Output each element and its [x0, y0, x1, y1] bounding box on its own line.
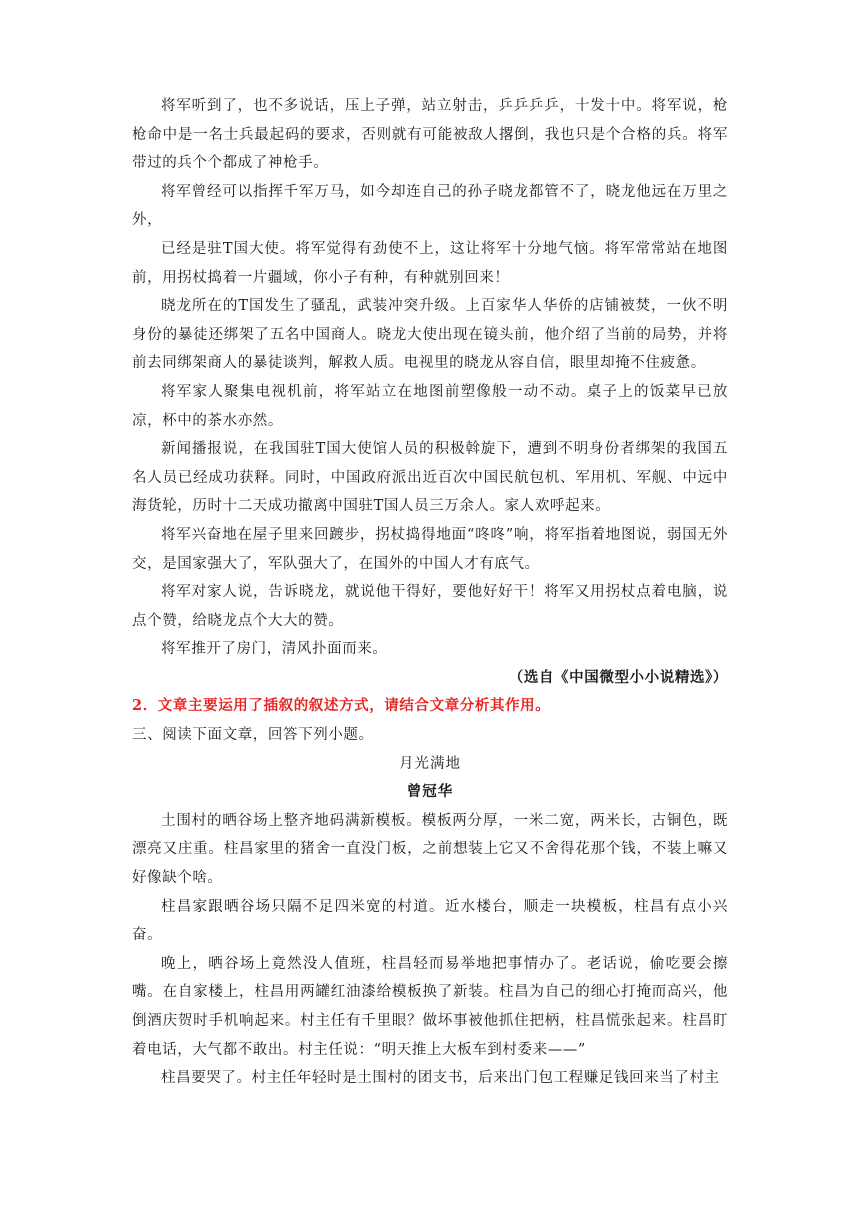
- story2-paragraph-1: 土围村的晒谷场上整齐地码满新模板。模板两分厚，一米二宽，两米长，古铜色，既漂亮又庄重。柱昌家里的猪舍一直没门板，之前想装上它又不舍得花那个钱，不装上嘛又好像缺个啥。: [132, 812, 728, 887]
- story1-paragraph-6: 新闻播报说，在我国驻T国大使馆人员的积极斡旋下，遭到不明身份者绑架的我国五名人员已经成功获释。同时，中国政府派出近百次中国民航包机、军用机、军舰、中远中海货轮，历时十二天成功撤离中国驻T国人员三万余人。家人欢呼起来。: [132, 441, 728, 515]
- story2-paragraph-2: 柱昌家跟晒谷场只隔不足四米宽的村道。近水楼台，顺走一块模板，柱昌有点小兴奋。: [132, 898, 728, 944]
- story2-paragraph-4: 柱昌要哭了。村主任年轻时是土围村的团支书，后来出门包工程赚足钱回来当了村主: [161, 1070, 720, 1087]
- story1-paragraph-1: 将军听到了，也不多说话，压上子弹，站立射击，乒乒乒乒，十发十中。将军说，枪枪命中是一名士兵最起码的要求，否则就有可能被敌人撂倒，我也只是个合格的兵。将军带过的兵个个都成了神枪手。: [132, 98, 728, 172]
- story2-author: 曾冠华: [406, 783, 454, 801]
- story2-title: 月光满地: [399, 755, 461, 772]
- story2-paragraph-3: 晚上，晒谷场上竟然没人值班，柱昌轻而易举地把事情办了。老话说，偷吃要会擦嘴。在自家楼上，柱昌用两罐红油漆给模板换了新装。柱昌为自己的细心打掩而高兴，他倒酒庆贺时手机响起来。村主任有千里眼？做坏事被他抓住把柄，柱昌慌张起来。柱昌盯着电话，大气都不敢出。村主任说：“明天推上大板车到村委来——”: [132, 955, 728, 1058]
- story1-source: （选自《中国微型小小说精选》）: [508, 668, 728, 686]
- story1-paragraph-7: 将军兴奋地在屋子里来回踱步，拐杖捣得地面“咚咚”响，将军指着地图说，弱国无外交，是国家强大了，军队强大了，在国外的中国人才有底气。: [132, 526, 728, 572]
- story1-paragraph-5: 将军家人聚集电视机前，将军站立在地图前塑像般一动不动。桌子上的饭菜早已放凉，杯中的茶水亦然。: [132, 383, 728, 429]
- story1-paragraph-2: 将军曾经可以指挥千军万马，如今却连自己的孙子晓龙都管不了，晓龙他远在万里之外，: [132, 183, 728, 229]
- question-2: 2．文章主要运用了插叙的叙述方式，请结合文章分析其作用。: [132, 697, 551, 715]
- story1-paragraph-9: 将军推开了房门，清风扑面而来。: [161, 641, 388, 658]
- story1-paragraph-3: 已经是驻T国大使。将军觉得有劲使不上，这让将军十分地气恼。将军常常站在地图前，用拐杖捣着一片疆域，你小子有种，有种就别回来！: [132, 240, 728, 286]
- story1-paragraph-8: 将军对家人说，告诉晓龙，就说他干得好，要他好好干！将军又用拐杖点着电脑，说点个赞，给晓龙点个大大的赞。: [132, 584, 728, 629]
- section-3-heading: 三、阅读下面文章，回答下列小题。: [132, 727, 374, 744]
- story1-paragraph-4: 晓龙所在的T国发生了骚乱，武装冲突升级。上百家华人华侨的店铺被焚，一伙不明身份的暴徒还绑架了五名中国商人。晓龙大使出现在镜头前，他介绍了当前的局势，并将前去同绑架商人的暴徒谈判，解救人质。电视里的晓龙从容自信，眼里却掩不住疲惫。: [132, 298, 728, 372]
- document-page: [132, 92, 728, 1093]
